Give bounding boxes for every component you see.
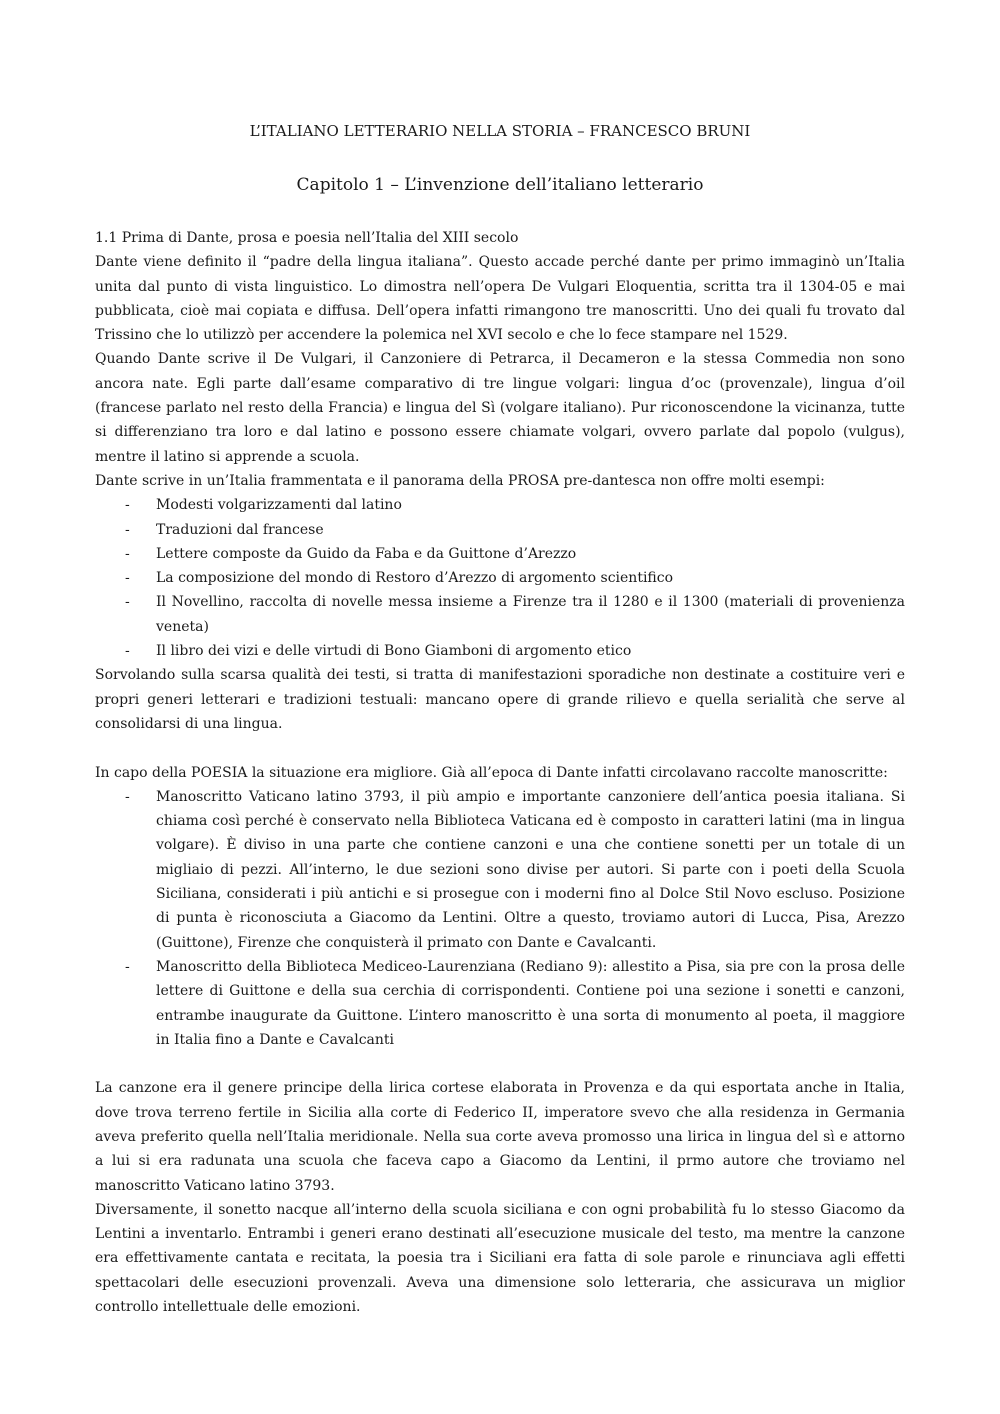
list-item-text: La composizione del mondo di Restoro d’Arezzo di argomento scientifico <box>156 570 674 587</box>
list-dash: - <box>125 594 130 611</box>
document-body <box>95 226 905 1319</box>
prose-list <box>95 493 905 663</box>
list-item <box>95 566 905 590</box>
paragraph: Sorvolando sulla scarsa qualità dei testi, si tratta di manifestazioni sporadiche non destinate a costituire veri e propri generi letterari e tradizioni testuali: mancano opere di grande rilievo e quella serialità che serve al consolidarsi di una lingua. <box>95 667 905 732</box>
list-item-text: Il Novellino, raccolta di novelle messa insieme a Firenze tra il 1280 e il 1300 (materiali di provenienza veneta) <box>156 594 905 635</box>
list-item-text: Manoscritto Vaticano latino 3793, il più ampio e importante canzoniere dell’antica poesia italiana. Si chiama così perché è conservato nella Biblioteca Vaticana ed è composto in caratteri latini (ma in lingua volgare). È diviso in una parte che contiene canzoni e una che contiene sonetti per un totale di un migliaio di pezzi. All’interno, le due sezioni sono divise per autori. Si parte con i poeti della Scuola Siciliana, considerati i più antichi e si prosegue con i moderni fino al Dolce Stil Novo escluso. Posizione di punta è riconosciuta a Giacomo da Lentini. Oltre a questo, troviamo autori di Lucca, Pisa, Arezzo (Guittone), Firenze che conquisterà il primato con Dante e Cavalcanti. <box>156 788 905 951</box>
list-item <box>95 590 905 639</box>
paragraph: Dante viene definito il “padre della lingua italiana”. Questo accade perché dante per primo immaginò un’Italia unita dal punto di vista linguistico. Lo dimostra nell’opera De Vulgari Eloquentia, scritta tra il 1304-05 e mai pubblicata, cioè mai copiata e diffusa. Dell’opera infatti rimangono tre manoscritti. Uno dei quali fu trovato dal Trissino che lo utilizzò per accendere la polemica nel XVI secolo e che lo fece stampare nel 1529. <box>95 254 905 344</box>
list-item <box>95 518 905 542</box>
list-item <box>95 493 905 517</box>
document-title: L’ITALIANO LETTERARIO NELLA STORIA – FRANCESCO BRUNI <box>249 122 751 140</box>
blank-line <box>95 736 905 760</box>
blank-line <box>95 1052 905 1076</box>
section-heading: 1.1 Prima di Dante, prosa e poesia nell’Italia del XIII secolo <box>95 230 519 246</box>
list-item <box>95 955 905 1052</box>
list-item-text: Modesti volgarizzamenti dal latino <box>156 497 402 514</box>
list-item-text: Traduzioni dal francese <box>156 521 324 538</box>
poetry-list <box>95 785 905 1052</box>
list-item-text: Manoscritto della Biblioteca Mediceo-Laurenziana (Rediano 9): allestito a Pisa, sia pre con la prosa delle lettere di Guittone e della sua cerchia di corrispondenti. Contiene poi una sezione i sonetti e canzoni, entrambe inaugurate da Guittone. L’intero manoscritto è una sorta di monumento al poeta, il maggiore in Italia fino a Dante e Cavalcanti <box>156 958 905 1048</box>
list-dash: - <box>125 521 130 538</box>
paragraph: Diversamente, il sonetto nacque all’interno della scuola siciliana e con ogni probabilità fu lo stesso Giacomo da Lentini a inventarlo. Entrambi i generi erano destinati all’esecuzione musicale del testo, ma mentre la canzone era effettivamente cantata e recitata, la poesia tra i Siciliani era fatta di sole parole e rinunciava agli effetti spettacolari delle esecuzioni provenzali. Aveva una dimensione solo letteraria, che assicurava un miglior controllo intellettuale delle emozioni. <box>95 1201 905 1316</box>
paragraph: In capo della POESIA la situazione era migliore. Già all’epoca di Dante infatti circolavano raccolte manoscritte: <box>95 764 888 781</box>
list-dash: - <box>125 643 130 660</box>
list-item-text: Lettere composte da Guido da Faba e da Guittone d’Arezzo <box>156 545 577 562</box>
paragraph: Quando Dante scrive il De Vulgari, il Canzoniere di Petrarca, il Decameron e la stessa Commedia non sono ancora nate. Egli parte dall’esame comparativo di tre lingue volgari: lingua d’oc (provenzale), lingua d’oil (francese parlato nel resto della Francia) e lingua del Sì (volgare italiano). Pur riconoscendone la vicinanza, tutte si differenziano tra loro e dal latino e possono essere chiamate volgari, ovvero parlate dal popolo (vulgus), mentre il latino si apprende a scuola. <box>95 351 905 465</box>
list-item-text: Il libro dei vizi e delle virtudi di Bono Giamboni di argomento etico <box>156 643 632 660</box>
list-item <box>95 785 905 955</box>
list-item <box>95 639 905 663</box>
list-dash: - <box>125 545 130 562</box>
chapter-title: Capitolo 1 – L’invenzione dell’italiano letterario <box>296 175 704 195</box>
list-dash: - <box>125 497 130 514</box>
paragraph: La canzone era il genere principe della lirica cortese elaborata in Provenza e da qui esportata anche in Italia, dove trova terreno fertile in Sicilia alla corte di Federico II, imperatore svevo che alla residenza in Germania aveva preferito quella nell’Italia meridionale. Nella sua corte aveva promosso una lirica in lingua del sì e attorno a lui si era radunata una scuola che faceva capo a Giacomo da Lentini, il prmo autore che troviamo nel manoscritto Vaticano latino 3793. <box>95 1080 905 1194</box>
list-dash: - <box>125 570 130 587</box>
list-item <box>95 542 905 566</box>
list-dash: - <box>125 788 130 805</box>
paragraph: Dante scrive in un’Italia frammentata e il panorama della PROSA pre-dantesca non offre molti esempi: <box>95 472 825 489</box>
list-dash: - <box>125 958 130 975</box>
